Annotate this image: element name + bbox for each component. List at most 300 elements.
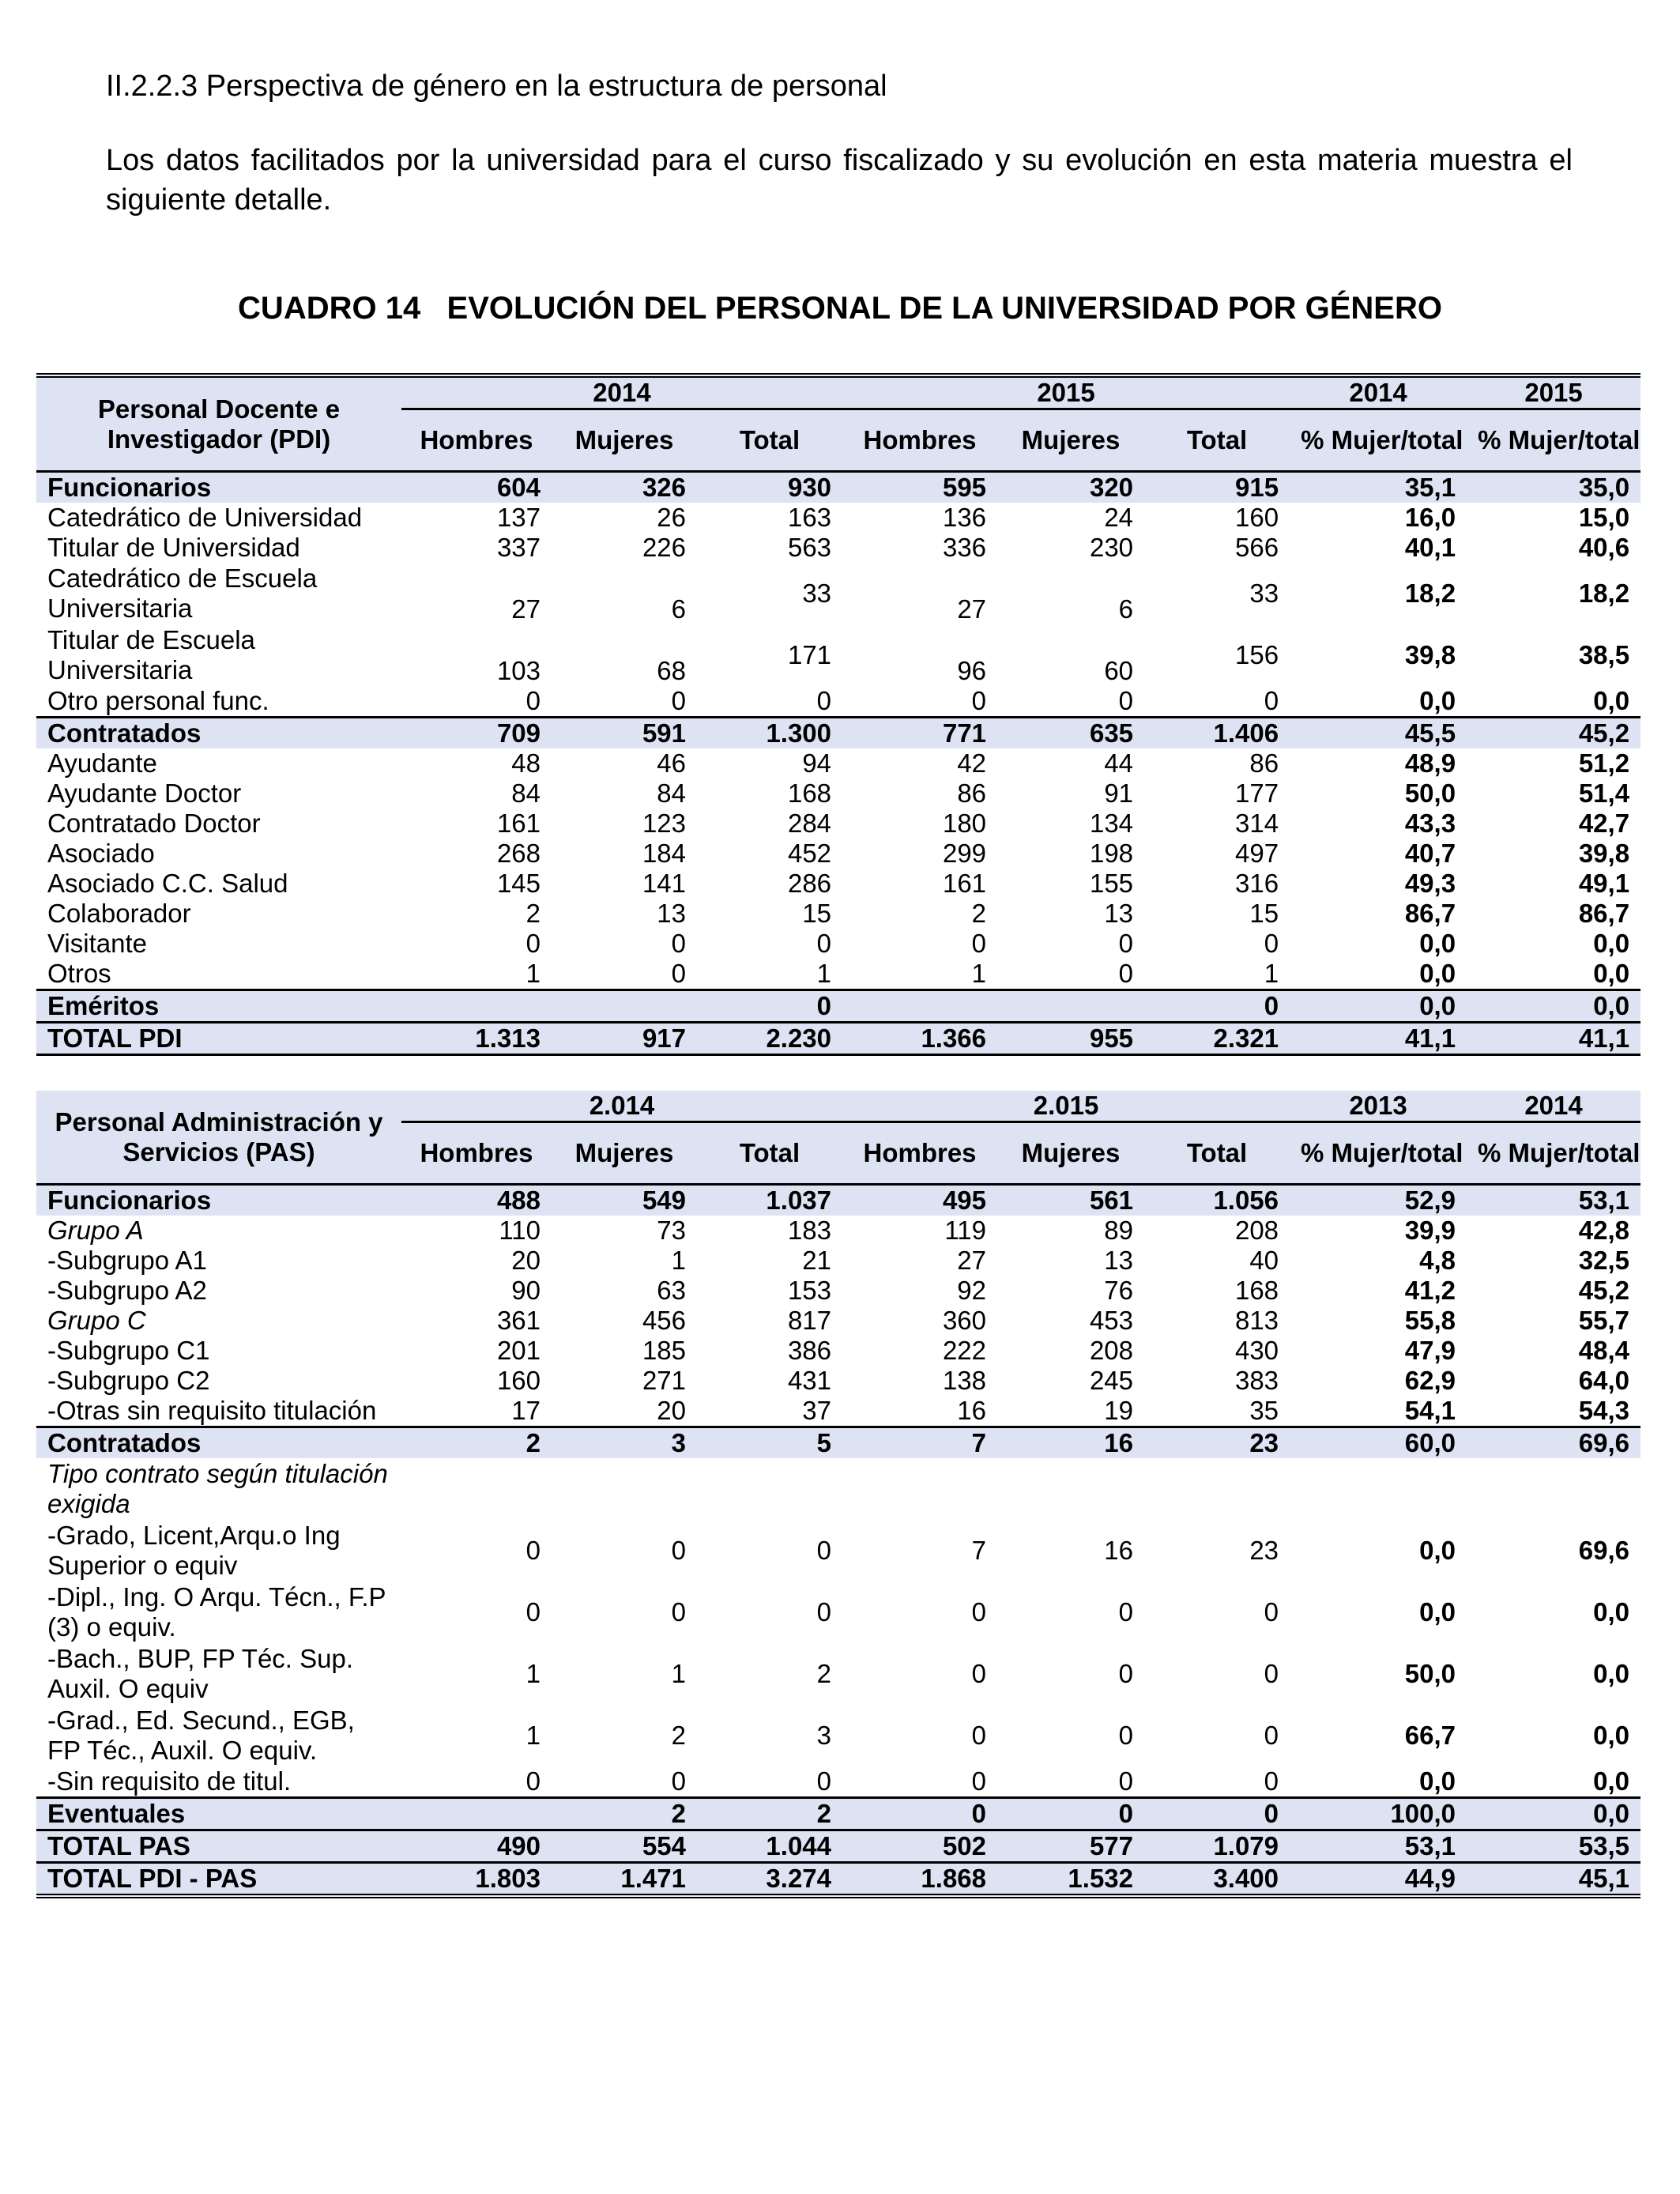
row-value: 41,2: [1404, 1276, 1456, 1305]
row-value: 23: [1144, 1427, 1290, 1459]
year-header: 2014: [1467, 1091, 1640, 1122]
row-value: 0: [971, 1766, 987, 1796]
table-row: [36, 869, 1640, 899]
row-value: 33: [1249, 579, 1279, 608]
row-value: 591: [552, 718, 697, 749]
column-header: Hombres: [420, 425, 533, 454]
row-value: 40,6: [1578, 533, 1630, 562]
row-value: 383: [1234, 1366, 1279, 1395]
row-label: TOTAL PDI: [36, 1023, 401, 1055]
column-header: Total: [739, 1138, 800, 1167]
row-value: 48,4: [1578, 1336, 1630, 1365]
row-value: 15: [802, 899, 832, 928]
row-value: 208: [1234, 1216, 1279, 1245]
row-label: Catedrático de Universidad: [47, 503, 363, 532]
table-row: [36, 1581, 1640, 1643]
row-value: 6: [1118, 594, 1134, 624]
table-row: [36, 563, 1640, 624]
row-value: 0: [1264, 1597, 1279, 1627]
row-value: 54,3: [1578, 1396, 1630, 1425]
row-value: 160: [496, 1366, 541, 1395]
row-value: 0: [816, 1536, 832, 1565]
row-value: 0: [971, 929, 987, 958]
row-value: 16: [1104, 1536, 1134, 1565]
row-value: 577: [997, 1830, 1144, 1863]
row-value: 35: [1249, 1396, 1279, 1425]
row-value: 0: [971, 1597, 987, 1627]
row-value: 1.803: [401, 1863, 552, 1897]
row-value: 156: [1235, 640, 1279, 669]
table-row: [36, 990, 1640, 1023]
row-value: 453: [1089, 1306, 1134, 1335]
row-value: [1467, 1458, 1640, 1520]
row-value: [1144, 1458, 1290, 1520]
row-label: Colaborador: [47, 899, 191, 928]
table-row: [36, 1520, 1640, 1581]
row-value: 208: [1089, 1336, 1134, 1365]
row-value: 54,1: [1404, 1396, 1456, 1425]
row-value: 18,2: [1404, 579, 1456, 608]
row-label: Otros: [47, 959, 111, 988]
row-value: 1: [1264, 959, 1279, 988]
row-value: 431: [787, 1366, 832, 1395]
row-value: 49,3: [1404, 869, 1456, 898]
table-row: [36, 1185, 1640, 1216]
row-value: 0,0: [1593, 1766, 1630, 1796]
row-value: 62,9: [1404, 1366, 1456, 1395]
row-value: 0: [671, 1536, 686, 1565]
row-value: 84: [511, 778, 541, 808]
year-header: 2014: [1290, 375, 1467, 409]
row-value: 4,8: [1419, 1246, 1456, 1275]
row-value: 709: [401, 718, 552, 749]
row-value: 145: [496, 869, 541, 898]
row-value: 63: [657, 1276, 686, 1305]
row-value: 635: [997, 718, 1144, 749]
row-value: 502: [842, 1830, 997, 1863]
table-row: [36, 748, 1640, 778]
row-value: 39,9: [1404, 1216, 1456, 1245]
row-value: 1.044: [697, 1830, 842, 1863]
pas-table: [36, 1091, 1640, 1898]
section-title: Personal Administración y Servicios (PAS): [55, 1106, 383, 1167]
row-value: 0: [525, 929, 541, 958]
row-value: 1.868: [842, 1863, 997, 1897]
row-value: 0,0: [1419, 1536, 1456, 1565]
year-header: 2.015: [842, 1091, 1290, 1122]
table-row: [36, 1396, 1640, 1427]
row-label: Visitante: [47, 929, 147, 958]
row-value: 69,6: [1467, 1427, 1640, 1459]
row-value: 35,1: [1404, 473, 1456, 502]
column-header: Mujeres: [1021, 425, 1121, 454]
row-value: 38,5: [1578, 640, 1630, 669]
row-value: 16: [997, 1427, 1144, 1459]
row-value: 0: [1264, 686, 1279, 715]
row-label: Catedrático de Escuela Universitaria: [47, 564, 318, 623]
row-value: 13: [657, 899, 686, 928]
row-label: -Subgrupo C1: [47, 1336, 210, 1365]
row-value: 53,1: [1290, 1830, 1467, 1863]
row-label: Eméritos: [36, 990, 401, 1023]
row-value: 268: [496, 839, 541, 868]
column-header: Total: [739, 425, 800, 454]
row-value: 1: [525, 959, 541, 988]
row-value: [401, 1458, 552, 1520]
section-heading: II.2.2.3 Perspectiva de género en la estructura de personal: [106, 70, 887, 103]
row-value: 32,5: [1578, 1246, 1630, 1275]
row-value: 53,5: [1467, 1830, 1640, 1863]
row-value: 161: [942, 869, 987, 898]
row-label: Ayudante Doctor: [47, 778, 242, 808]
row-value: 40: [1249, 1246, 1279, 1275]
row-value: 0: [671, 1766, 686, 1796]
row-label: -Sin requisito de titul.: [47, 1766, 292, 1796]
row-value: 3: [816, 1721, 832, 1750]
year-header: 2.014: [401, 1091, 842, 1122]
row-value: 18,2: [1578, 579, 1630, 608]
row-value: 47,9: [1404, 1336, 1456, 1365]
row-value: 40,7: [1404, 839, 1456, 868]
row-value: 495: [942, 1186, 987, 1215]
row-value: 110: [499, 1216, 541, 1245]
row-value: 46: [657, 748, 686, 778]
row-value: 0: [525, 1597, 541, 1627]
row-value: 1.037: [766, 1186, 832, 1215]
row-label: -Subgrupo C2: [47, 1366, 210, 1395]
row-value: 13: [1104, 899, 1134, 928]
row-value: 42: [957, 748, 987, 778]
table-row: [36, 1216, 1640, 1246]
row-value: 185: [642, 1336, 686, 1365]
row-value: 17: [511, 1396, 541, 1425]
row-value: 0: [971, 1721, 987, 1750]
row-value: 0: [816, 1766, 832, 1796]
pct-header: % Mujer/total: [1478, 1138, 1640, 1167]
row-value: 7: [971, 1536, 987, 1565]
row-value: 23: [1249, 1536, 1279, 1565]
row-value: 68: [657, 656, 686, 685]
row-value: 0: [1118, 1659, 1134, 1688]
row-value: 39,8: [1578, 839, 1630, 868]
row-value: 0,0: [1419, 1766, 1456, 1796]
row-label: Eventuales: [36, 1798, 401, 1830]
row-value: 123: [642, 809, 686, 838]
row-value: 16: [957, 1396, 987, 1425]
header-year-row: [36, 1091, 1640, 1122]
row-value: 0: [1118, 1597, 1134, 1627]
row-value: 76: [1104, 1276, 1134, 1305]
row-value: 0: [697, 990, 842, 1023]
row-value: 53,1: [1578, 1186, 1630, 1215]
table-row: [36, 1366, 1640, 1396]
year-header: 2015: [1467, 375, 1640, 409]
row-value: 155: [1089, 869, 1134, 898]
row-label: Asociado: [47, 839, 155, 868]
row-value: 137: [496, 503, 541, 532]
row-value: 813: [1234, 1306, 1279, 1335]
row-value: 286: [787, 869, 832, 898]
table-row: [36, 624, 1640, 686]
row-value: [552, 1458, 697, 1520]
row-value: 64,0: [1578, 1366, 1630, 1395]
row-value: 2: [552, 1798, 697, 1830]
table-row: [36, 1798, 1640, 1830]
row-value: 245: [1089, 1366, 1134, 1395]
row-value: 19: [1104, 1396, 1134, 1425]
row-value: 45,2: [1578, 1276, 1630, 1305]
row-value: 60,0: [1290, 1427, 1467, 1459]
row-value: 60: [1104, 656, 1134, 685]
row-value: 96: [957, 656, 987, 685]
row-value: 15: [1249, 899, 1279, 928]
row-value: 24: [1104, 503, 1134, 532]
table-row: [36, 959, 1640, 990]
table-row: [36, 1276, 1640, 1306]
table-row: [36, 1766, 1640, 1798]
pct-header: % Mujer/total: [1478, 425, 1640, 454]
row-value: 915: [1235, 473, 1279, 502]
table-row: [36, 839, 1640, 869]
row-value: 50,0: [1404, 778, 1456, 808]
row-value: 37: [802, 1396, 832, 1425]
column-header: Mujeres: [1021, 1138, 1121, 1167]
row-label: -Subgrupo A2: [47, 1276, 207, 1305]
row-value: 5: [697, 1427, 842, 1459]
row-value: 138: [942, 1366, 987, 1395]
row-label: Tipo contrato según titulación exigida: [47, 1459, 388, 1518]
row-value: 456: [642, 1306, 686, 1335]
column-header: Hombres: [863, 1138, 977, 1167]
row-value: 337: [496, 533, 541, 562]
row-value: 0: [997, 1798, 1144, 1830]
table-row: [36, 778, 1640, 809]
row-value: 168: [1234, 1276, 1279, 1305]
row-value: 917: [552, 1023, 697, 1055]
header-year-row: [36, 375, 1640, 409]
row-value: 0: [1144, 990, 1290, 1023]
row-value: 0,0: [1290, 990, 1467, 1023]
row-label: -Bach., BUP, FP Téc. Sup. Auxil. O equiv: [47, 1644, 354, 1703]
row-value: 0,0: [1593, 929, 1630, 958]
row-value: [842, 1458, 997, 1520]
row-value: 2: [671, 1721, 686, 1750]
table-row: [36, 686, 1640, 718]
row-value: 0: [525, 1536, 541, 1565]
table-row: [36, 1427, 1640, 1459]
row-value: 66,7: [1404, 1721, 1456, 1750]
row-label: Contratados: [36, 718, 401, 749]
row-value: 320: [1089, 473, 1134, 502]
row-value: 2: [971, 899, 987, 928]
row-value: 452: [787, 839, 832, 868]
row-value: 3: [552, 1427, 697, 1459]
row-label: Contratados: [36, 1427, 401, 1459]
row-value: 27: [957, 594, 987, 624]
row-value: [552, 990, 697, 1023]
row-value: 222: [942, 1336, 987, 1365]
row-value: 314: [1235, 809, 1279, 838]
row-value: 0: [1264, 929, 1279, 958]
row-value: 0: [971, 1659, 987, 1688]
row-value: 1: [525, 1659, 541, 1688]
row-value: 430: [1234, 1336, 1279, 1365]
row-label: Ayudante: [47, 748, 157, 778]
row-value: 33: [802, 579, 832, 608]
row-value: 1.532: [997, 1863, 1144, 1897]
row-value: 1.366: [842, 1023, 997, 1055]
row-value: 153: [787, 1276, 832, 1305]
row-value: 103: [496, 656, 541, 685]
row-value: 566: [1235, 533, 1279, 562]
row-value: [997, 1458, 1144, 1520]
row-value: 316: [1235, 869, 1279, 898]
row-value: 0,0: [1419, 1597, 1456, 1627]
column-header: Mujeres: [574, 1138, 674, 1167]
row-value: 0,0: [1419, 959, 1456, 988]
row-label: -Dipl., Ing. O Arqu. Técn., F.P (3) o equiv.: [47, 1582, 386, 1642]
row-value: 604: [496, 473, 541, 502]
row-label: Funcionarios: [47, 473, 212, 502]
row-value: 1: [971, 959, 987, 988]
table-row: [36, 929, 1640, 959]
row-value: 554: [552, 1830, 697, 1863]
row-value: 86,7: [1578, 899, 1630, 928]
row-value: 771: [842, 718, 997, 749]
row-value: 0,0: [1467, 990, 1640, 1023]
row-value: 0: [1264, 1721, 1279, 1750]
row-value: 40,1: [1404, 533, 1456, 562]
pct-header: % Mujer/total: [1301, 1138, 1463, 1167]
row-value: 50,0: [1404, 1659, 1456, 1688]
row-value: 52,9: [1404, 1186, 1456, 1215]
row-value: 0,0: [1593, 1597, 1630, 1627]
row-label: -Otras sin requisito titulación: [47, 1396, 377, 1425]
row-label: TOTAL PAS: [36, 1830, 401, 1863]
row-label: Otro personal func.: [47, 686, 269, 715]
table-row: [36, 1830, 1640, 1863]
row-value: 1: [525, 1721, 541, 1750]
row-value: 1.471: [552, 1863, 697, 1897]
row-value: 69,6: [1578, 1536, 1630, 1565]
row-value: 0: [1118, 686, 1134, 715]
row-label: Funcionarios: [47, 1186, 212, 1215]
row-value: 0,0: [1419, 929, 1456, 958]
row-value: 1.313: [401, 1023, 552, 1055]
row-value: 326: [642, 473, 686, 502]
row-value: 86: [957, 778, 987, 808]
row-value: 595: [942, 473, 987, 502]
row-value: 91: [1104, 778, 1134, 808]
column-header: Hombres: [863, 425, 977, 454]
row-value: 168: [787, 778, 832, 808]
row-label: Titular de Universidad: [47, 533, 300, 562]
row-value: 27: [511, 594, 541, 624]
row-value: 0: [671, 959, 686, 988]
row-value: 160: [1235, 503, 1279, 532]
row-value: 86: [1249, 748, 1279, 778]
pct-header: % Mujer/total: [1301, 425, 1463, 454]
row-value: 0: [1118, 959, 1134, 988]
row-label: -Grado, Licent,Arqu.o Ing Superior o equiv: [47, 1521, 341, 1580]
row-value: 1: [671, 1659, 686, 1688]
row-value: 184: [642, 839, 686, 868]
row-value: 44: [1104, 748, 1134, 778]
row-label: -Subgrupo A1: [47, 1246, 207, 1275]
row-value: 20: [657, 1396, 686, 1425]
table-row: [36, 472, 1640, 503]
row-value: 299: [942, 839, 987, 868]
row-value: 90: [511, 1276, 541, 1305]
row-value: 226: [642, 533, 686, 562]
row-value: 563: [787, 533, 832, 562]
row-value: 386: [787, 1336, 832, 1365]
row-value: 45,2: [1467, 718, 1640, 749]
column-header: Mujeres: [574, 425, 674, 454]
row-value: 15,0: [1578, 503, 1630, 532]
table-row: [36, 1336, 1640, 1366]
row-value: 3.274: [697, 1863, 842, 1897]
row-value: 1: [671, 1246, 686, 1275]
row-value: [401, 990, 552, 1023]
year-header: 2013: [1290, 1091, 1467, 1122]
row-value: 0: [525, 1766, 541, 1796]
row-label: Titular de Escuela Universitaria: [47, 625, 255, 684]
row-value: 0: [816, 1597, 832, 1627]
row-value: 2: [816, 1659, 832, 1688]
row-value: 161: [496, 809, 541, 838]
row-value: 43,3: [1404, 809, 1456, 838]
row-value: 41,1: [1290, 1023, 1467, 1055]
row-value: 230: [1089, 533, 1134, 562]
row-value: [842, 990, 997, 1023]
section-title: Personal Docente e Investigador (PDI): [97, 394, 341, 454]
table-row: [36, 1705, 1640, 1766]
row-value: 26: [657, 503, 686, 532]
row-value: 20: [511, 1246, 541, 1275]
row-value: 21: [802, 1246, 832, 1275]
row-value: 0: [971, 686, 987, 715]
row-value: 48,9: [1404, 748, 1456, 778]
row-value: 1.079: [1144, 1830, 1290, 1863]
row-label: Grupo C: [47, 1306, 146, 1335]
row-value: 361: [496, 1306, 541, 1335]
row-value: 817: [787, 1306, 832, 1335]
row-value: 1.300: [697, 718, 842, 749]
row-value: 360: [942, 1306, 987, 1335]
row-value: 73: [657, 1216, 686, 1245]
row-value: 119: [944, 1216, 987, 1245]
row-value: 42,8: [1578, 1216, 1630, 1245]
row-value: 0: [816, 686, 832, 715]
row-value: 497: [1235, 839, 1279, 868]
row-value: 35,0: [1578, 473, 1630, 502]
row-value: 0: [1264, 1766, 1279, 1796]
row-value: 198: [1089, 839, 1134, 868]
row-value: 55,7: [1578, 1306, 1630, 1335]
row-value: 84: [657, 778, 686, 808]
row-value: 0: [1144, 1798, 1290, 1830]
row-value: 2: [697, 1798, 842, 1830]
row-value: 2: [525, 899, 541, 928]
row-value: 0: [1118, 929, 1134, 958]
row-value: 51,2: [1578, 748, 1630, 778]
row-value: 0,0: [1593, 1721, 1630, 1750]
row-value: 336: [942, 533, 987, 562]
row-label: -Grad., Ed. Secund., EGB, FP Téc., Auxil. O equiv.: [47, 1706, 355, 1765]
row-value: 0: [671, 1597, 686, 1627]
row-value: 177: [1235, 778, 1279, 808]
